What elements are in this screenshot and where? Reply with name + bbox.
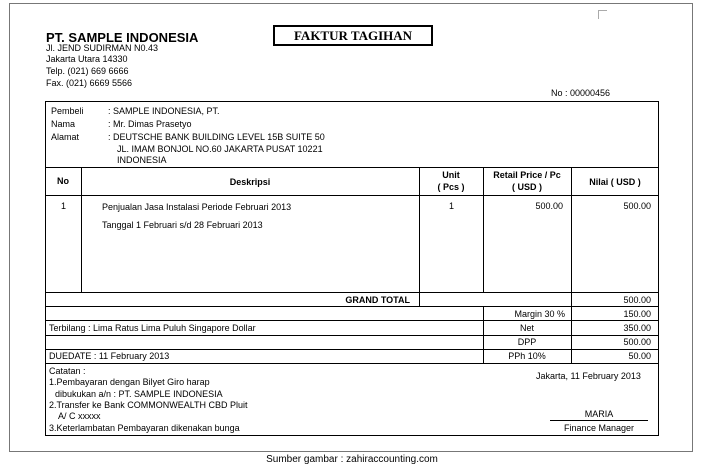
invoice-title: FAKTUR TAGIHAN	[273, 25, 433, 46]
signature-role: Finance Manager	[563, 423, 635, 433]
company-address-1: Jl. JEND SUDIRMAN N0.43	[46, 43, 159, 53]
header-unit-2: ( Pcs )	[437, 182, 465, 192]
net-value: 350.00	[623, 323, 651, 333]
item-no: 1	[61, 201, 67, 211]
alamat-line-3: INDONESIA	[117, 155, 167, 165]
grand-total-value: 500.00	[623, 295, 651, 305]
notes-line-3: 2.Transfer ke Bank COMMONWEALTH CBD Pluit	[49, 400, 248, 410]
header-price-2: ( USD )	[512, 182, 542, 192]
notes-line-2: dibukukan a/n : PT. SAMPLE INDONESIA	[55, 389, 223, 399]
row-divider	[45, 363, 659, 364]
corner-mark	[598, 10, 607, 19]
alamat-label: Alamat	[51, 132, 80, 142]
notes-title: Catatan :	[49, 366, 86, 376]
row-divider	[45, 292, 659, 293]
nama-value: : Mr. Dimas Prasetyo	[108, 119, 192, 129]
image-source-caption: Sumber gambar : zahiraccounting.com	[266, 454, 438, 465]
row-divider	[45, 349, 659, 350]
row-divider	[45, 320, 659, 321]
company-fax: Fax. (021) 6669 5566	[46, 78, 133, 88]
item-unit: 1	[449, 201, 455, 211]
item-nilai: 500.00	[623, 201, 651, 211]
pph-label: PPh 10%	[508, 351, 546, 361]
alamat-line-2: JL. IMAM BONJOL NO.60 JAKARTA PUSAT 10221	[117, 144, 323, 154]
row-divider	[45, 195, 659, 196]
notes-line-1: 1.Pembayaran dengan Bilyet Giro harap	[49, 377, 210, 387]
item-price: 500.00	[535, 201, 563, 211]
notes-line-4: A/ C xxxxx	[58, 411, 101, 421]
col-divider	[419, 292, 420, 306]
margin-label: Margin 30 %	[514, 309, 565, 319]
invoice-number: No : 00000456	[551, 88, 611, 98]
signature-place-date: Jakarta, 11 February 2013	[536, 371, 641, 381]
company-address-2: Jakarta Utara 14330	[46, 54, 128, 64]
signature-line	[550, 420, 648, 421]
pembeli-value: : SAMPLE INDONESIA, PT.	[108, 106, 220, 116]
header-nilai: Nilai ( USD )	[589, 177, 641, 187]
dpp-value: 500.00	[623, 337, 651, 347]
duedate: DUEDATE : 11 February 2013	[49, 351, 170, 361]
grand-total-label: GRAND TOTAL	[345, 295, 410, 305]
nama-label: Nama	[51, 119, 76, 129]
dpp-label: DPP	[517, 337, 537, 347]
terbilang: Terbilang : Lima Ratus Lima Puluh Singapore Dollar	[49, 323, 256, 333]
item-desc-1: Penjualan Jasa Instalasi Periode Februari 2013	[102, 202, 292, 212]
pembeli-label: Pembeli	[51, 106, 84, 116]
item-desc-2: Tanggal 1 Februari s/d 28 Februari 2013	[102, 220, 263, 230]
row-divider	[45, 306, 659, 307]
header-no: No	[57, 176, 69, 186]
pph-value: 50.00	[628, 351, 651, 361]
signature-name: MARIA	[584, 409, 614, 419]
header-desc: Deskripsi	[229, 177, 271, 187]
row-divider	[45, 167, 659, 168]
row-divider	[45, 335, 659, 336]
header-price-1: Retail Price / Pc	[493, 170, 561, 180]
notes-line-5: 3.Keterlambatan Pembayaran dikenakan bunga	[49, 423, 240, 433]
margin-value: 150.00	[623, 309, 651, 319]
net-label: Net	[519, 323, 534, 333]
company-telp: Telp. (021) 669 6666	[46, 66, 129, 76]
header-unit-1: Unit	[442, 170, 460, 180]
alamat-line-1: : DEUTSCHE BANK BUILDING LEVEL 15B SUITE 50	[108, 132, 325, 142]
company-name: PT. SAMPLE INDONESIA	[46, 30, 199, 45]
